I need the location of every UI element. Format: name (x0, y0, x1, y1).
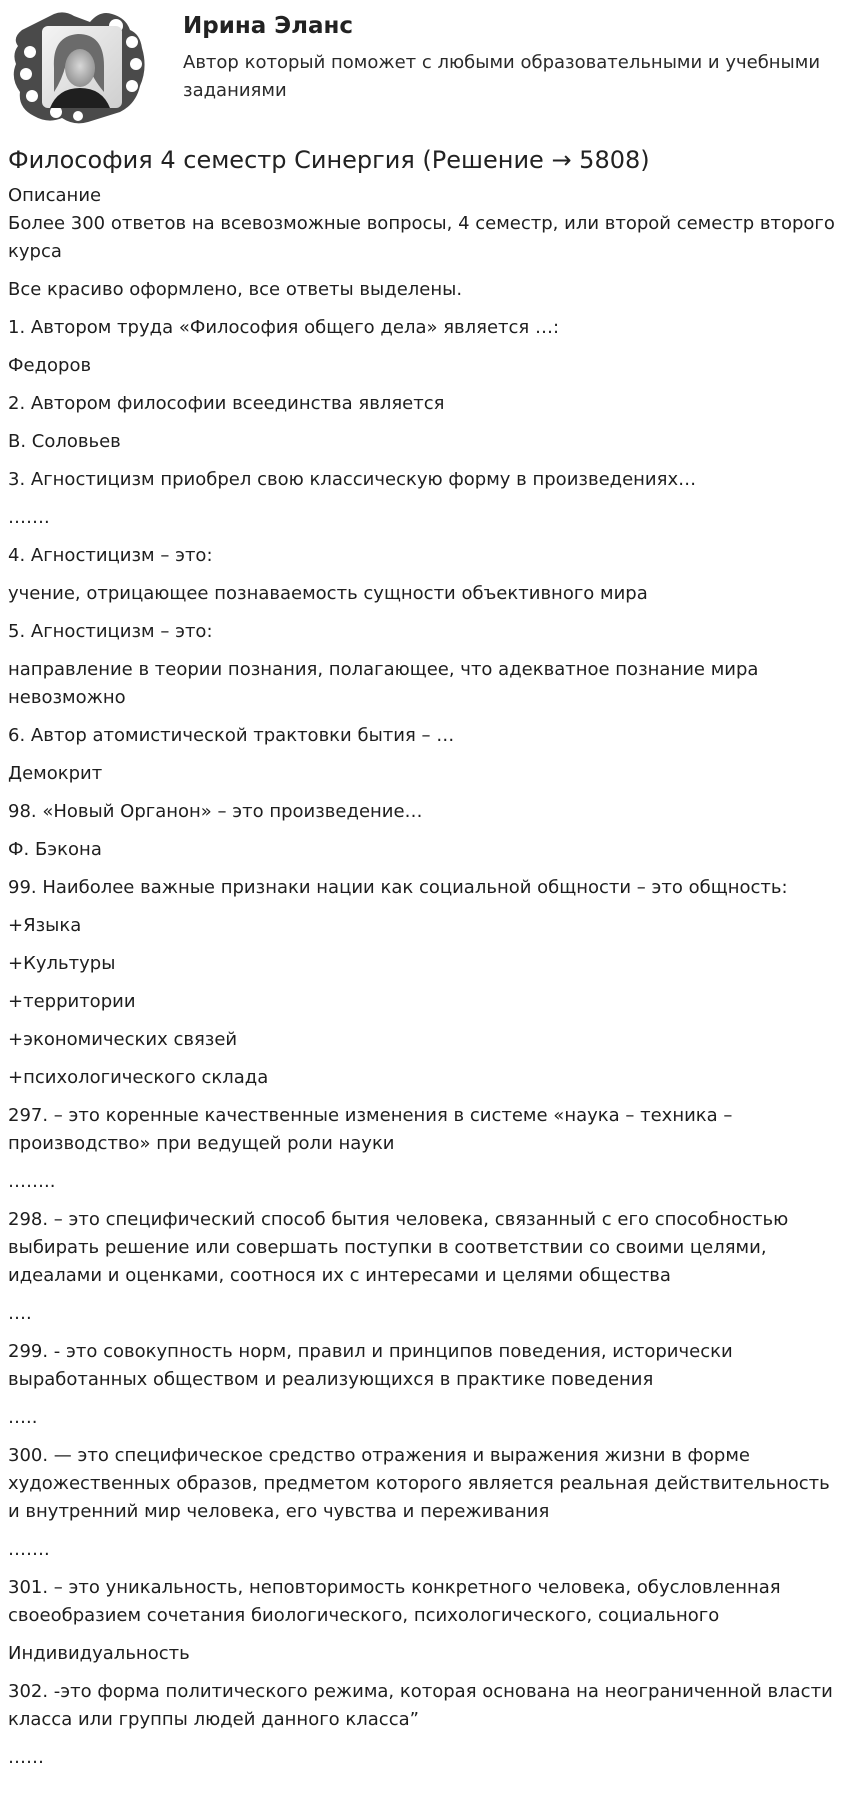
question: 6. Автор атомистической трактовки бытия – … (8, 725, 455, 746)
answer-hidden: …… (8, 1747, 44, 1768)
description-text: Более 300 ответов на всевозможные вопросы, 4 семестр, или второй семестр второго курса (8, 213, 835, 262)
description-label: Описание (8, 185, 102, 206)
answer-hidden: …….. (8, 1171, 56, 1192)
avatar-film-frame-image (8, 8, 150, 126)
answer-hidden: ….. (8, 1407, 38, 1428)
question: 298. – это специфический способ бытия человека, связанный с его способностью выбирать решение или совершать поступки в соответствии со своими целями, идеалами и оценками, соотнося их с интересами и целями общества (8, 1209, 789, 1286)
question: 98. «Новый Органон» – это произведение… (8, 801, 423, 822)
author-description: Автор который поможет с любыми образовательными и учебными заданиями (183, 52, 821, 101)
answer: +Культуры (8, 953, 116, 974)
question: 300. — это специфическое средство отражения и выражения жизни в форме художественных образов, предметом которого является реальная действительность и внутренний мир человека, его чувства и переживания (8, 1445, 830, 1522)
question: 4. Агностицизм – это: (8, 545, 213, 566)
document-title: Философия 4 семестр Синергия (Решение → 5808) (8, 146, 650, 174)
author-header (0, 0, 847, 140)
question: 2. Автором философии всеединства является (8, 393, 445, 414)
answer: +территории (8, 991, 136, 1012)
answer: +Языка (8, 915, 82, 936)
answer: Федоров (8, 355, 92, 376)
question: 99. Наиболее важные признаки нации как социальной общности – это общность: (8, 877, 788, 898)
question: 5. Агностицизм – это: (8, 621, 213, 642)
question: 302. -это форма политического режима, которая основана на неограниченной власти класса или группы людей данного класса” (8, 1681, 833, 1730)
answer-hidden: …. (8, 1303, 32, 1324)
answer: Индивидуальность (8, 1643, 190, 1664)
answer: направление в теории познания, полагающее, что адекватное познание мира невозможно (8, 659, 759, 708)
answer: В. Соловьев (8, 431, 121, 452)
answer: +экономических связей (8, 1029, 238, 1050)
question: 1. Автором труда «Философия общего дела» является …: (8, 317, 560, 338)
paragraph: Все красиво оформлено, все ответы выделены. (8, 279, 463, 300)
question: 297. – это коренные качественные изменения в системе «наука – техника – производство» при ведущей роли науки (8, 1105, 733, 1154)
question: 3. Агностицизм приобрел свою классическую форму в произведениях… (8, 469, 697, 490)
answer: Демокрит (8, 763, 103, 784)
answer: учение, отрицающее познаваемость сущности объективного мира (8, 583, 648, 604)
avatar[interactable] (8, 8, 150, 126)
question: 301. – это уникальность, неповторимость конкретного человека, обусловленная своеобразием сочетания биологического, психологического, социального (8, 1577, 781, 1626)
answer: +психологического склада (8, 1067, 269, 1088)
author-name[interactable]: Ирина Эланс (183, 13, 354, 39)
answer-hidden: ……. (8, 1539, 50, 1560)
question: 299. - это совокупность норм, правил и принципов поведения, исторически выработанных обществом и реализующихся в практике поведения (8, 1341, 733, 1390)
answer: Ф. Бэкона (8, 839, 102, 860)
answer-hidden: ……. (8, 507, 50, 528)
document-content (8, 144, 843, 1782)
